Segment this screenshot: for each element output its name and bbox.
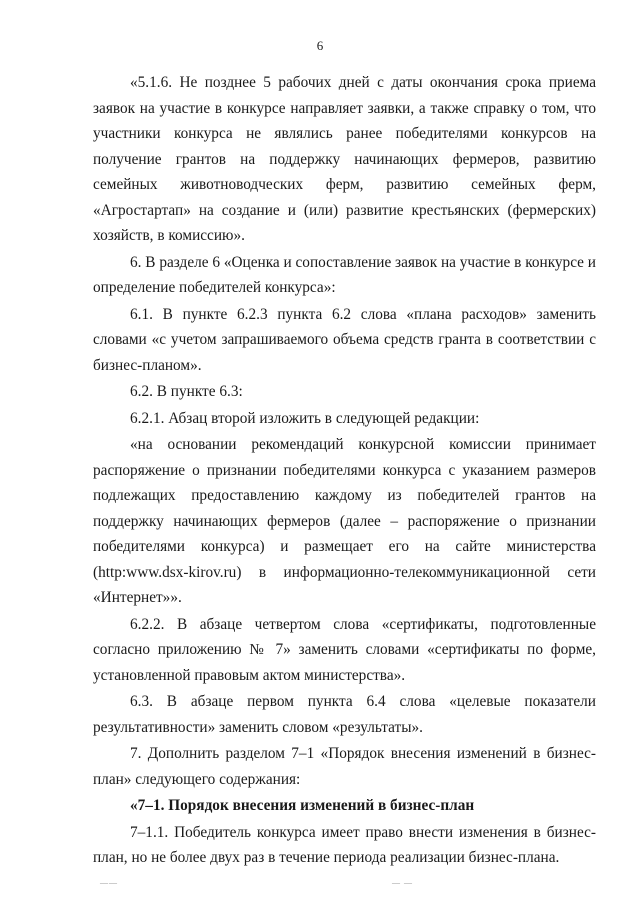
paragraph-section-7: 7. Дополнить разделом 7–1 «Порядок внесения изменений в бизнес-план» следующего содержания: [93, 745, 596, 788]
paragraph-6-1: 6.1. В пункте 6.2.3 пункта 6.2 слова «плана расходов» заменить словами «с учетом запрашиваемого объема средств гранта в соответствии с бизнес-планом». [93, 305, 596, 374]
paragraph-quote-decision: «на основании рекомендаций конкурсной комиссии принимает распоряжение о признании победителями конкурса с указанием размеров подлежащих предоставлению каждому из победителей грантов на поддержку начинающих фермеров (далее – распоряжение о признании победителями конкурса) и размещает его на сайте министерства (http:www.dsx-kirov.ru) в информационно-телекоммуникационной сети «Интернет»». [93, 436, 596, 606]
paragraph-6-2-1: 6.2.1. Абзац второй изложить в следующей редакции: [130, 409, 480, 427]
paragraph-7-1-1: 7–1.1. Победитель конкурса имеет право внести изменения в бизнес-план, но не более двух раз в течение периода реализации бизнес-плана. [93, 823, 596, 866]
footer-mark-center: — — [392, 878, 413, 887]
section-heading-7-1: «7–1. Порядок внесения изменений в бизнес-план [130, 797, 475, 814]
document-body [93, 70, 596, 871]
paragraph-section-6: 6. В разделе 6 «Оценка и сопоставление заявок на участие в конкурсе и определение победителей конкурса»: [93, 253, 596, 296]
paragraph-5-1-6: «5.1.6. Не позднее 5 рабочих дней с даты окончания срока приема заявок на участие в конкурсе направляет заявки, а также справку о том, что участники конкурса не являлись ранее победителями конкурсов на получение грантов на поддержку начинающих фермеров, развитию семейных животноводческих ферм, развитию семейных ферм, «Агростартап» на создание и (или) развитие крестьянских (фермерских) хозяйств, в комиссию». [93, 74, 596, 244]
page-number: 6 [316, 38, 324, 53]
footer-mark-left: —— [100, 878, 118, 887]
paragraph-6-3: 6.3. В абзаце первом пункта 6.4 слова «целевые показатели результативности» заменить словом «результаты». [93, 693, 596, 736]
paragraph-6-2: 6.2. В пункте 6.3: [130, 383, 243, 400]
paragraph-6-2-2: 6.2.2. В абзаце четвертом слова «сертификаты, подготовленные согласно приложению № 7» заменить словами «сертификаты по форме, установленной правовым актом министерства». [93, 615, 596, 684]
